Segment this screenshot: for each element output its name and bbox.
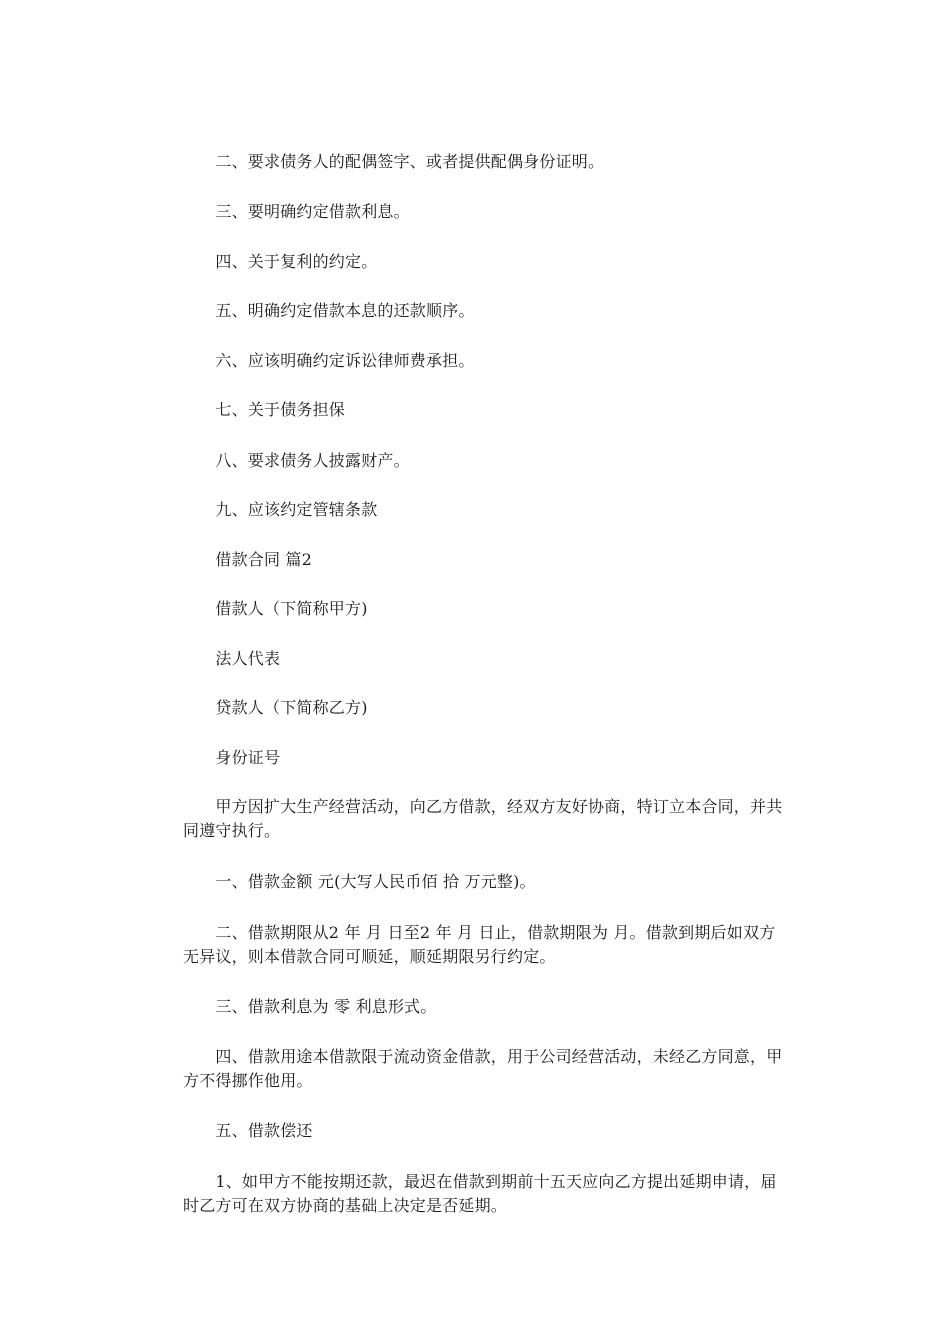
lender-line: 贷款人（下简称乙方) bbox=[183, 698, 368, 717]
article-loan-purpose: 四、借款用途本借款限于流动资金借款，用于公司经营活动，未经乙方同意，甲方不得挪作他用。 bbox=[183, 1047, 783, 1090]
paragraph-clause-2: 二、要求债务人的配偶签字、或者提供配偶身份证明。 bbox=[183, 152, 605, 171]
preamble-paragraph: 甲方因扩大生产经营活动，向乙方借款，经双方友好协商，特订立本合同，并共同遵守执行。 bbox=[183, 797, 783, 840]
borrower-line: 借款人（下简称甲方) bbox=[183, 599, 368, 618]
paragraph-clause-9: 九、应该约定管辖条款 bbox=[183, 500, 378, 519]
id-number-line: 身份证号 bbox=[183, 748, 281, 767]
article-loan-interest: 三、借款利息为 零 利息形式。 bbox=[183, 997, 437, 1016]
article-loan-amount: 一、借款金额 元(大写人民币佰 拾 万元整)。 bbox=[183, 872, 536, 891]
paragraph-clause-7: 七、关于债务担保 bbox=[183, 400, 346, 419]
paragraph-clause-5: 五、明确约定借款本息的还款顺序。 bbox=[183, 301, 475, 320]
article-loan-term: 二、借款期限从2 年 月 日至2 年 月 日止，借款期限为 月。借款到期后如双方无异议，则本借款合同可顺延，顺延期限另行约定。 bbox=[183, 923, 776, 966]
article-loan-repayment: 五、借款偿还 bbox=[183, 1121, 313, 1140]
paragraph-clause-6: 六、应该明确约定诉讼律师费承担。 bbox=[183, 351, 475, 370]
paragraph-clause-8: 八、要求债务人披露财产。 bbox=[183, 451, 410, 470]
section-heading: 借款合同 篇2 bbox=[183, 550, 313, 569]
paragraph-clause-3: 三、要明确约定借款利息。 bbox=[183, 202, 410, 221]
paragraph-clause-4: 四、关于复利的约定。 bbox=[183, 252, 378, 271]
repayment-clause-1: 1、如甲方不能按期还款，最迟在借款到期前十五天应向乙方提出延期申请，届时乙方可在双方协商的基础上决定是否延期。 bbox=[183, 1172, 777, 1215]
legal-representative-line: 法人代表 bbox=[183, 649, 281, 668]
